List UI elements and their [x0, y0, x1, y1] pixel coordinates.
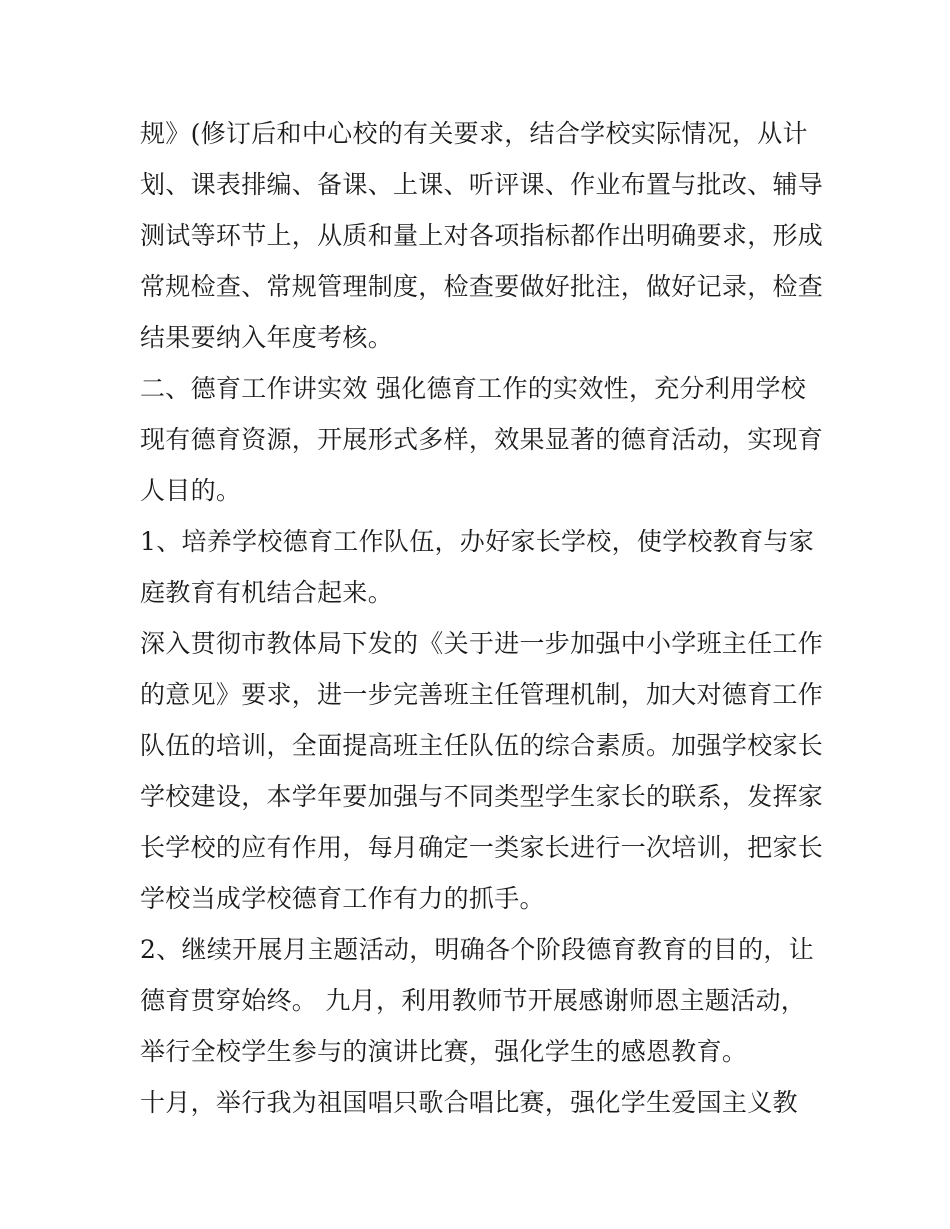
text-line: 结果要纳入年度考核。	[140, 323, 394, 352]
list-item-2: 2、继续开展月主题活动，明确各个阶段德育教育的目的，让	[140, 935, 815, 964]
text-line: 常规检查、常规管理制度，检查要做好批注，做好记录，检查	[140, 272, 824, 301]
text-line: 德育贯穿始终。 九月，利用教师节开展感谢师恩主题活动，	[140, 986, 807, 1015]
text-line: 人目的。	[140, 476, 242, 505]
text-line: 长学校的应有作用，每月确定一类家长进行一次培训，把家长	[140, 833, 824, 862]
section-heading-moral-education: 二、德育工作讲实效 强化德育工作的实效性，充分利用学校	[140, 374, 807, 403]
text-line: 学校建设，本学年要加强与不同类型学生家长的联系，发挥家	[140, 782, 824, 811]
body-text	[140, 108, 830, 1128]
text-line: 现有德育资源，开展形式多样，效果显著的德育活动，实现育	[140, 425, 824, 454]
text-line: 测试等环节上，从质和量上对各项指标都作出明确要求，形成	[140, 221, 824, 250]
text-line: 划、课表排编、备课、上课、听评课、作业布置与批改、辅导	[140, 170, 824, 199]
list-item-1: 1、培养学校德育工作队伍，办好家长学校，使学校教育与家	[140, 527, 815, 556]
text-line: 学校当成学校德育工作有力的抓手。	[140, 884, 545, 913]
text-line: 举行全校学生参与的演讲比赛，强化学生的感恩教育。	[140, 1037, 748, 1066]
text-line: 深入贯彻市教体局下发的《关于进一步加强中小学班主任工作	[140, 629, 824, 658]
text-line: 规》(修订后和中心校的有关要求，结合学校实际情况，从计	[140, 119, 808, 148]
text-line: 的意见》要求，进一步完善班主任管理机制，加大对德育工作	[140, 680, 824, 709]
text-line: 庭教育有机结合起来。	[140, 578, 394, 607]
text-line: 队伍的培训，全面提高班主任队伍的综合素质。加强学校家长	[140, 731, 824, 760]
text-line: 十月，举行我为祖国唱只歌合唱比赛，强化学生爱国主义教	[140, 1088, 798, 1117]
